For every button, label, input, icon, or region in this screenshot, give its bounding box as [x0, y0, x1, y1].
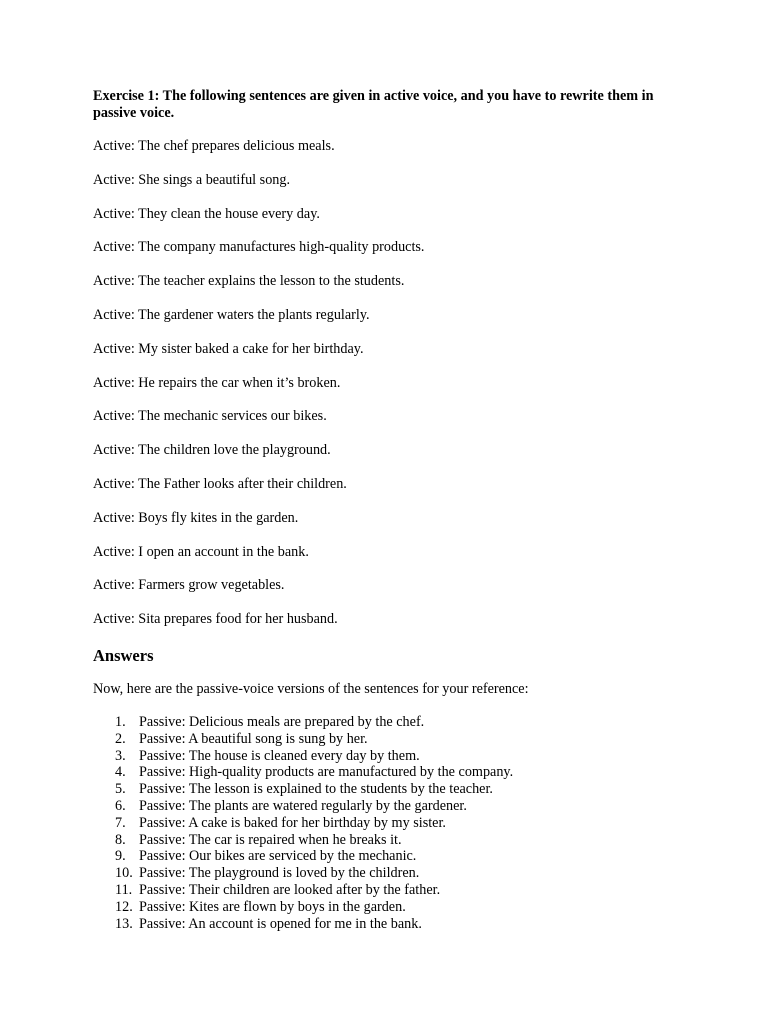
passive-sentence: Passive: The car is repaired when he breaks it.	[139, 831, 402, 848]
item-number: 2.	[115, 730, 126, 747]
active-sentence: Active: The mechanic services our bikes.	[93, 408, 327, 425]
passive-sentence: Passive: An account is opened for me in the bank.	[139, 915, 422, 932]
active-sentence: Active: The company manufactures high-quality products.	[93, 239, 425, 256]
item-number: 5.	[115, 781, 126, 798]
item-number: 4.	[115, 764, 126, 781]
passive-sentence: Passive: A cake is baked for her birthday by my sister.	[139, 814, 446, 831]
active-sentence: Active: The children love the playground.	[93, 442, 331, 459]
item-number: 3.	[115, 747, 126, 764]
active-sentence: Active: They clean the house every day.	[93, 205, 320, 222]
passive-sentence: Passive: Delicious meals are prepared by the chef.	[139, 714, 425, 730]
active-sentence: Active: The chef prepares delicious meals.	[93, 138, 335, 154]
passive-sentence: Passive: The playground is loved by the children.	[139, 865, 420, 882]
passive-sentence: Passive: Our bikes are serviced by the mechanic.	[139, 848, 417, 865]
active-sentence: Active: She sings a beautiful song.	[93, 171, 291, 188]
passive-sentence: Passive: High-quality products are manufactured by the company.	[139, 764, 514, 781]
item-number: 9.	[115, 848, 126, 865]
item-number: 10.	[115, 865, 133, 882]
item-number: 6.	[115, 797, 126, 814]
active-sentence: Active: Sita prepares food for her husband.	[93, 611, 338, 628]
passive-sentence: Passive: The plants are watered regularly by the gardener.	[139, 797, 467, 814]
passive-sentence: Passive: The lesson is explained to the students by the teacher.	[139, 781, 493, 798]
item-number: 8.	[115, 831, 126, 848]
active-sentence-list	[93, 138, 424, 645]
active-sentence: Active: He repairs the car when it’s broken.	[93, 374, 341, 391]
item-number: 12.	[115, 898, 133, 915]
active-sentence: Active: Farmers grow vegetables.	[93, 577, 285, 594]
passive-sentence: Passive: The house is cleaned every day by them.	[139, 747, 420, 764]
answers-intro: Now, here are the passive-voice versions of the sentences for your reference:	[93, 681, 529, 697]
item-number: 1.	[115, 714, 126, 730]
active-sentence: Active: Boys fly kites in the garden.	[93, 509, 299, 526]
passive-sentence: Passive: A beautiful song is sung by her.	[139, 730, 368, 747]
passive-sentence: Passive: Kites are flown by boys in the garden.	[139, 898, 406, 915]
item-number: 7.	[115, 814, 126, 831]
active-sentence: Active: The Father looks after their children.	[93, 475, 347, 492]
item-number: 13.	[115, 915, 133, 932]
item-number: 11.	[115, 881, 133, 898]
answers-heading: Answers	[93, 646, 154, 665]
active-sentence: Active: The teacher explains the lesson to the students.	[93, 273, 405, 290]
passive-sentence: Passive: Their children are looked after by the father.	[139, 881, 441, 898]
active-sentence: Active: I open an account in the bank.	[93, 543, 309, 560]
active-sentence: Active: My sister baked a cake for her birthday.	[93, 340, 364, 357]
active-sentence: Active: The gardener waters the plants regularly.	[93, 306, 370, 323]
exercise-heading: Exercise 1: The following sentences are given in active voice, and you have to rewrite them in passive voice.	[93, 88, 654, 121]
